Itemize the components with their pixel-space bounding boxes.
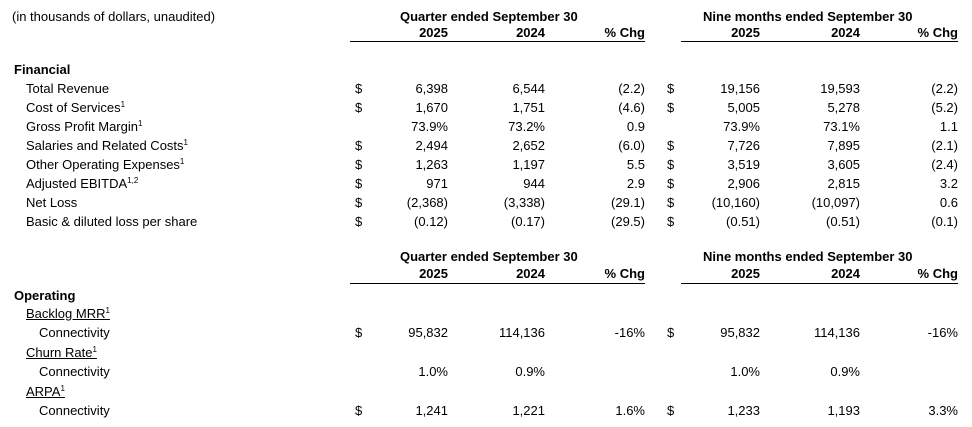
cell-q-2025: 73.9% <box>411 119 448 134</box>
cell-q-2025: 1,263 <box>415 157 448 172</box>
cell-n-chg: (2.4) <box>931 157 958 172</box>
footnote-marker: 1,2 <box>127 176 139 185</box>
row-label: Connectivity <box>39 325 110 340</box>
dollar-sign-nine: $ <box>667 81 675 96</box>
dollar-sign-quarter: $ <box>355 195 363 210</box>
cell-n-2024: (0.51) <box>826 214 860 229</box>
cell-n-2025: 5,005 <box>727 100 760 115</box>
col2-q-2025: 2025 <box>419 266 448 281</box>
metric-title-text: Churn Rate <box>26 345 93 360</box>
cell-n-2024: 2,815 <box>827 176 860 191</box>
dollar-sign-quarter: $ <box>355 81 363 96</box>
row-label <box>26 157 184 172</box>
row-label <box>26 81 109 96</box>
cell-n-2024: 3,605 <box>827 157 860 172</box>
cell-q-2025: (0.12) <box>414 214 448 229</box>
col2-n-2025: 2025 <box>731 266 760 281</box>
dollar-sign-quarter: $ <box>355 176 363 191</box>
dollar-sign-quarter: $ <box>355 214 363 229</box>
cell-q-2024: (0.17) <box>511 214 545 229</box>
header-rule-nine <box>681 41 958 42</box>
cell-n-2024: 73.1% <box>823 119 860 134</box>
cell-q-chg: 5.5 <box>626 157 645 172</box>
dollar-sign-quarter: $ <box>355 138 363 153</box>
cell-q-2024: 1,221 <box>512 403 545 418</box>
row-label-text: Total Revenue <box>26 81 110 96</box>
col-q-2025: 2025 <box>419 25 448 40</box>
cell-n-2024: 5,278 <box>827 100 860 115</box>
dollar-sign-nine: $ <box>667 176 675 191</box>
dollar-sign-quarter: $ <box>355 325 363 340</box>
cell-n-chg: 3.3% <box>928 403 958 418</box>
dollar-sign-nine: $ <box>667 157 675 172</box>
cell-q-chg: (29.1) <box>611 195 645 210</box>
cell-n-2025: (10,160) <box>711 195 760 210</box>
cell-q-chg: (2.2) <box>618 81 645 96</box>
quarter-header-title: Quarter ended September 30 <box>400 9 578 24</box>
row-label-text: Cost of Services <box>26 100 121 115</box>
cell-q-2024: (3,338) <box>503 195 545 210</box>
operating-section-title: Operating <box>14 288 76 303</box>
cell-q-chg: (4.6) <box>618 100 645 115</box>
dollar-sign-quarter: $ <box>355 157 363 172</box>
metric-title-text: Backlog MRR <box>26 306 106 321</box>
cell-q-2025: 1,241 <box>415 403 448 418</box>
footnote-marker: 1 <box>183 138 188 147</box>
cell-n-2025: 2,906 <box>727 176 760 191</box>
row-label-text: Gross Profit Margin <box>26 119 138 134</box>
cell-q-2025: (2,368) <box>406 195 448 210</box>
cell-n-2025: 1.0% <box>730 364 760 379</box>
cell-q-chg: (6.0) <box>618 138 645 153</box>
cell-n-2025: 7,726 <box>727 138 760 153</box>
cell-n-2025: 73.9% <box>723 119 760 134</box>
cell-q-chg: 0.9 <box>626 119 645 134</box>
cell-q-2025: 6,398 <box>415 81 448 96</box>
footnote-marker: 1 <box>137 119 143 128</box>
cell-q-chg: 1.6% <box>615 403 645 418</box>
header-rule-nine-2 <box>681 283 958 284</box>
nine-months-header-title: Nine months ended September 30 <box>703 9 913 24</box>
footnote-marker: 1 <box>92 345 97 354</box>
cell-n-chg: (2.1) <box>931 138 958 153</box>
footnote-marker: 1 <box>105 306 110 315</box>
footnote-marker: 1 <box>60 384 65 393</box>
metric-title-text: ARPA <box>26 384 61 399</box>
col-n-2025: 2025 <box>731 25 760 40</box>
cell-n-2025: (0.51) <box>726 214 760 229</box>
units-note: (in thousands of dollars, unaudited) <box>12 9 216 24</box>
cell-q-2025: 2,494 <box>415 138 448 153</box>
cell-q-chg: (29.5) <box>611 214 645 229</box>
col2-n-chg: % Chg <box>917 266 958 281</box>
row-label: Connectivity <box>39 403 110 418</box>
dollar-sign-quarter: $ <box>355 403 363 418</box>
quarter-header-title-2: Quarter ended September 30 <box>400 249 578 264</box>
dollar-sign-nine: $ <box>667 195 675 210</box>
cell-n-2025: 3,519 <box>727 157 760 172</box>
header-rule-quarter <box>350 41 645 42</box>
dollar-sign-nine: $ <box>667 214 675 229</box>
cell-n-chg: (0.1) <box>931 214 958 229</box>
cell-q-2024: 1,197 <box>512 157 545 172</box>
col2-q-chg: % Chg <box>604 266 645 281</box>
col2-q-2024: 2024 <box>516 266 545 281</box>
footnote-marker: 1 <box>179 157 185 166</box>
cell-n-2024: 114,136 <box>813 325 860 340</box>
cell-n-chg: 1.1 <box>939 119 958 134</box>
cell-n-2024: 7,895 <box>827 138 860 153</box>
cell-q-chg: 2.9 <box>626 176 645 191</box>
cell-n-2024: 1,193 <box>827 403 860 418</box>
cell-q-2024: 2,652 <box>512 138 545 153</box>
cell-n-chg: -16% <box>927 325 958 340</box>
row-label-text: Salaries and Related Costs <box>26 138 184 153</box>
dollar-sign-nine: $ <box>667 100 675 115</box>
cell-n-chg: (2.2) <box>931 81 958 96</box>
col-n-2024: 2024 <box>831 25 860 40</box>
row-label <box>26 214 197 229</box>
dollar-sign-nine: $ <box>667 325 675 340</box>
row-label-text: Adjusted EBITDA <box>26 176 128 191</box>
col2-n-2024: 2024 <box>831 266 860 281</box>
cell-n-2025: 19,156 <box>720 81 760 96</box>
dollar-sign-nine: $ <box>667 138 675 153</box>
row-label: Connectivity <box>39 364 110 379</box>
metric-title <box>26 345 97 360</box>
cell-n-2025: 95,832 <box>720 325 760 340</box>
cell-n-2024: 0.9% <box>830 364 860 379</box>
header-rule-quarter-2 <box>350 283 645 284</box>
cell-n-chg: 3.2 <box>939 176 958 191</box>
cell-q-2024: 1,751 <box>512 100 545 115</box>
cell-q-2025: 1,670 <box>415 100 448 115</box>
cell-q-2024: 73.2% <box>508 119 545 134</box>
cell-q-chg: -16% <box>614 325 645 340</box>
row-label <box>26 195 77 210</box>
cell-q-2025: 95,832 <box>408 325 448 340</box>
row-label <box>26 119 142 134</box>
cell-n-2024: (10,097) <box>811 195 860 210</box>
metric-title <box>26 306 110 321</box>
row-label <box>26 100 125 115</box>
cell-n-2024: 19,593 <box>820 81 860 96</box>
col-n-chg: % Chg <box>917 25 958 40</box>
row-label-text: Other Operating Expenses <box>26 157 180 172</box>
row-label <box>26 138 188 153</box>
cell-n-2025: 1,233 <box>727 403 760 418</box>
cell-n-chg: (5.2) <box>931 100 958 115</box>
dollar-sign-nine: $ <box>667 403 675 418</box>
metric-title <box>26 384 65 399</box>
nine-months-header-title-2: Nine months ended September 30 <box>703 249 913 264</box>
cell-n-chg: 0.6 <box>939 195 958 210</box>
footnote-marker: 1 <box>120 100 126 109</box>
col-q-chg: % Chg <box>604 25 645 40</box>
cell-q-2025: 1.0% <box>418 364 448 379</box>
cell-q-2024: 114,136 <box>498 325 545 340</box>
cell-q-2025: 971 <box>426 176 448 191</box>
col-q-2024: 2024 <box>516 25 545 40</box>
cell-q-2024: 0.9% <box>515 364 545 379</box>
row-label-text: Net Loss <box>26 195 78 210</box>
financial-section-title: Financial <box>14 62 71 77</box>
cell-q-2024: 944 <box>523 176 545 191</box>
cell-q-2024: 6,544 <box>512 81 545 96</box>
row-label-text: Basic & diluted loss per share <box>26 214 198 229</box>
dollar-sign-quarter: $ <box>355 100 363 115</box>
row-label <box>26 176 138 191</box>
